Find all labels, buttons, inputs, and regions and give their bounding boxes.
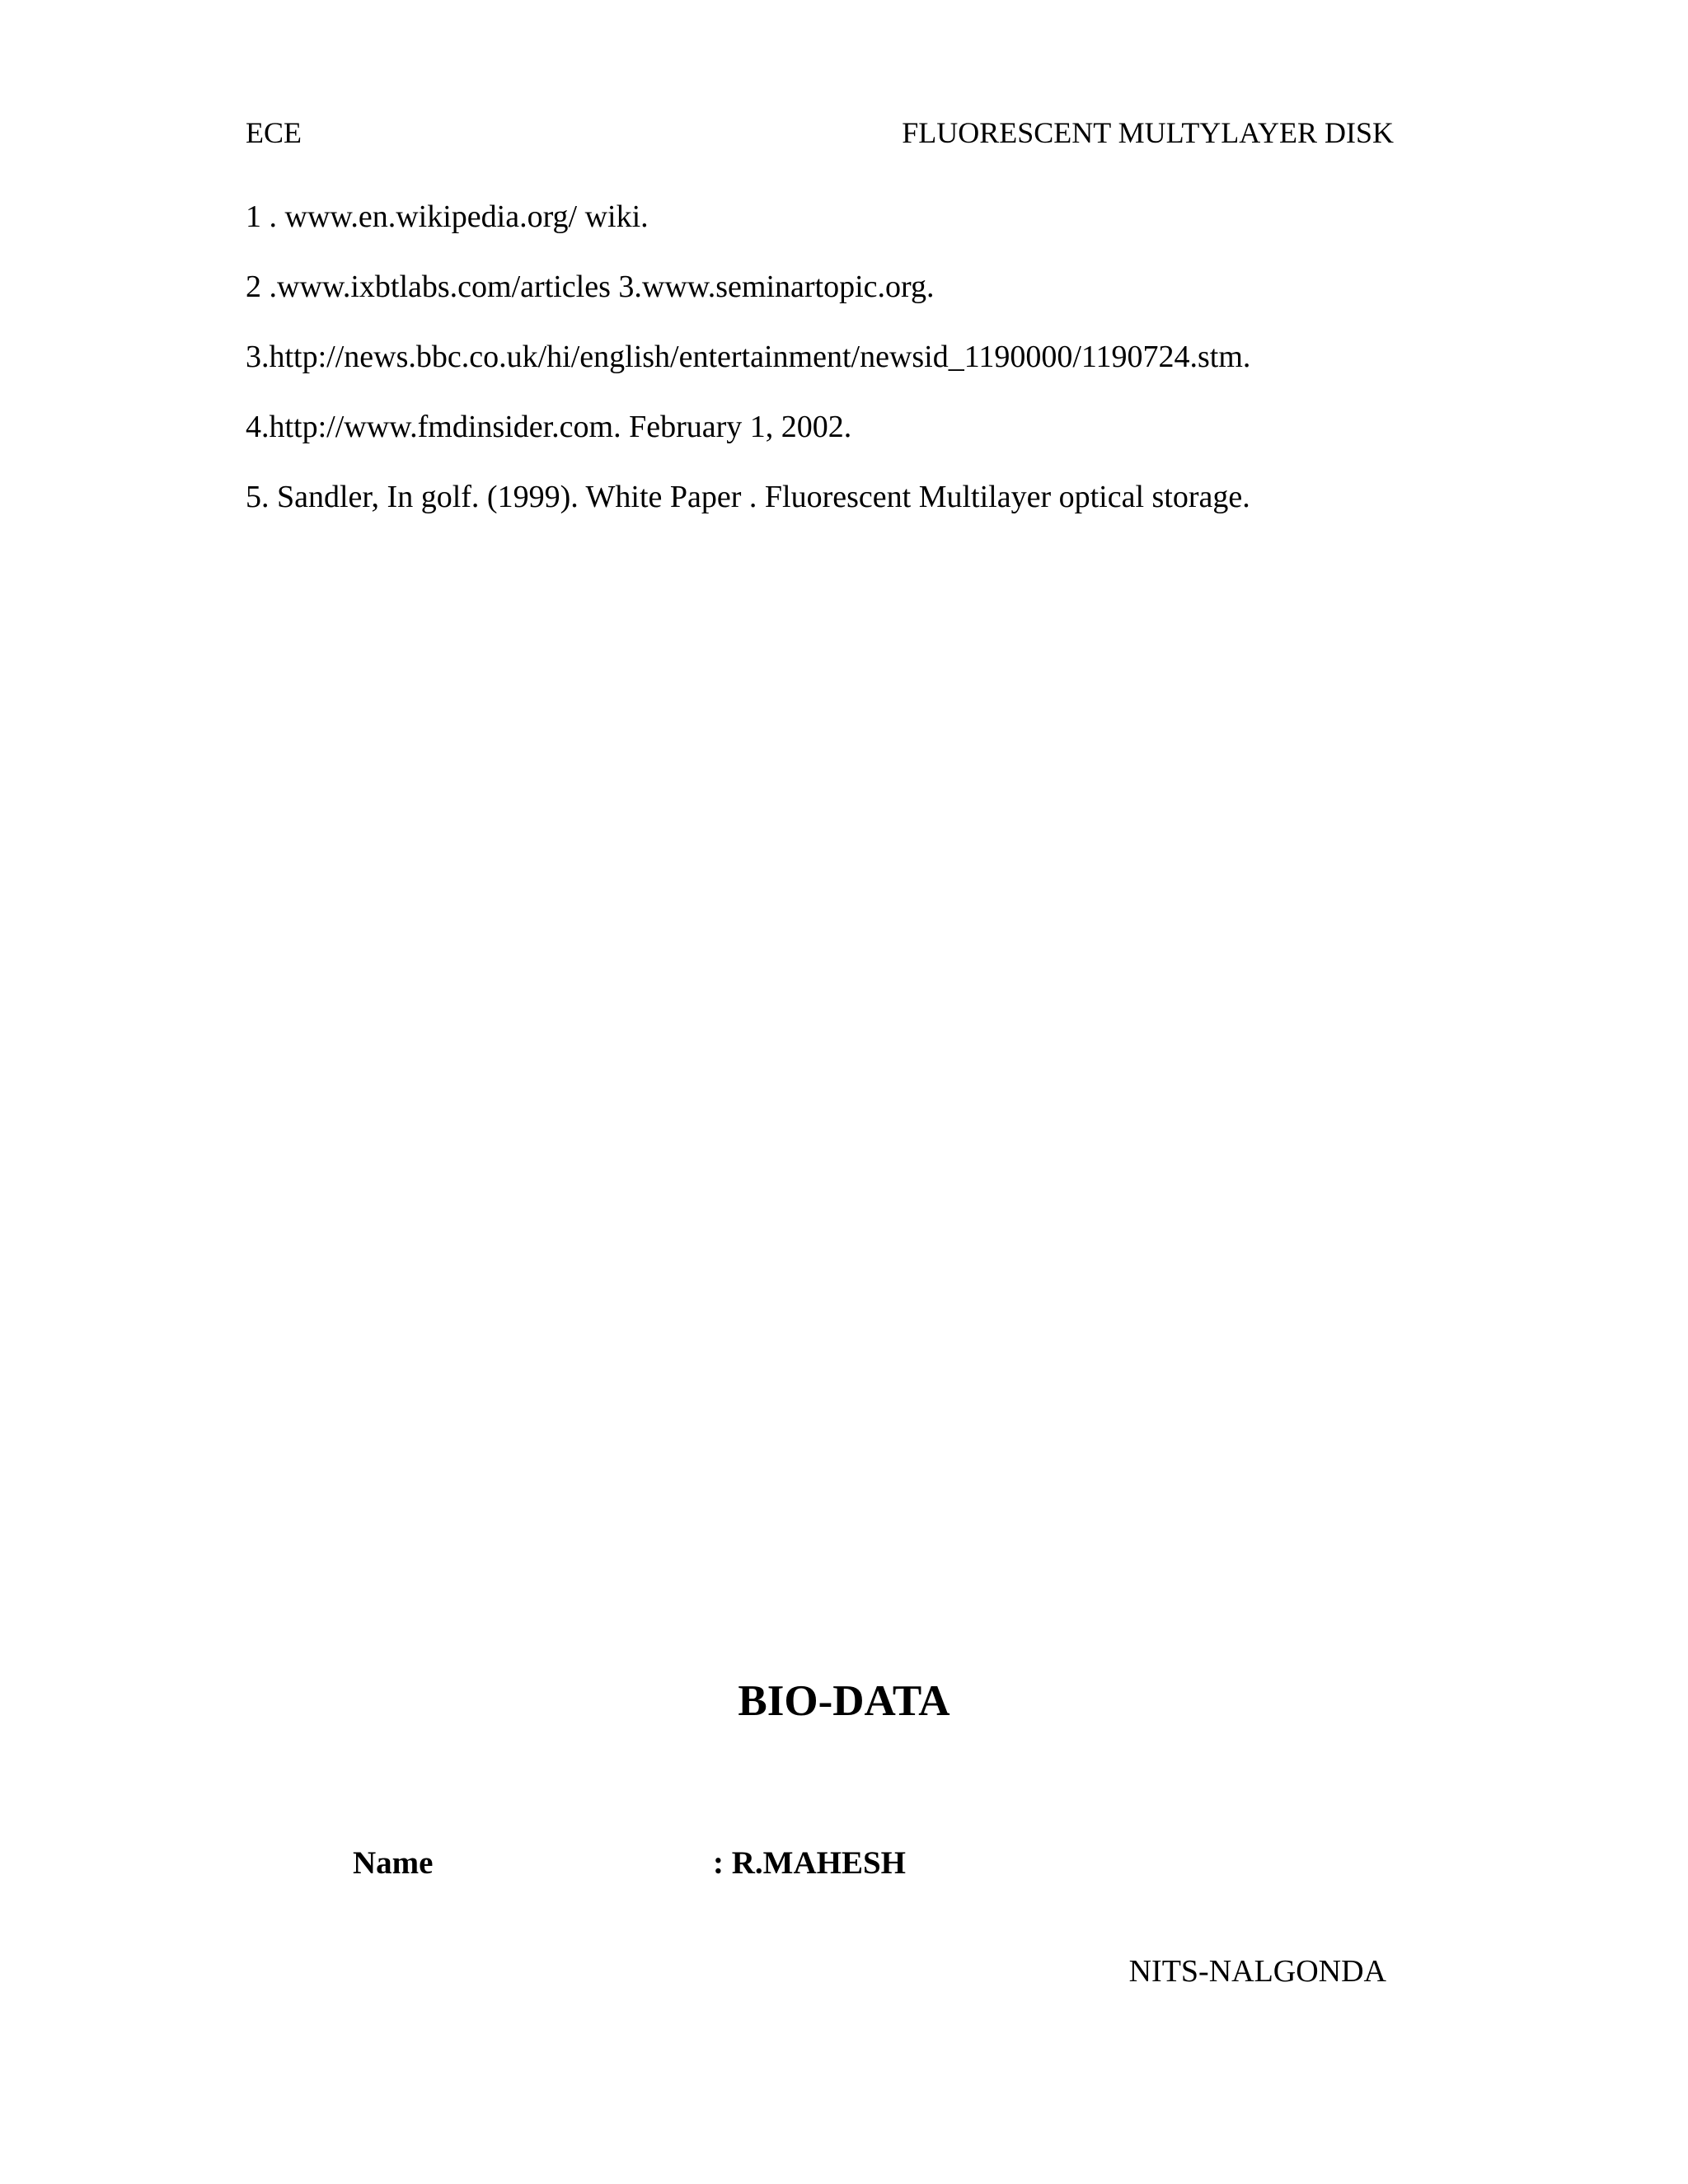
header-department: ECE [246, 116, 302, 149]
bio-data-heading: BIO-DATA [738, 1677, 950, 1725]
reference-item: 3.http://news.bbc.co.uk/hi/english/entertainment/newsid_1190000/1190724.stm. [246, 340, 1251, 374]
name-value: : R.MAHESH [713, 1845, 906, 1881]
header-title: FLUORESCENT MULTYLAYER DISK [902, 116, 1394, 149]
reference-item: 5. Sandler, In golf. (1999). White Paper . Fluorescent Multilayer optical storage. [246, 480, 1250, 514]
name-label: Name [353, 1845, 434, 1881]
reference-item: 1 . www.en.wikipedia.org/ wiki. [246, 199, 649, 234]
reference-item: 2 .www.ixbtlabs.com/articles 3.www.seminartopic.org. [246, 269, 935, 304]
references-list [246, 198, 1449, 548]
reference-item: 4.http://www.fmdinsider.com. February 1, 2002. [246, 410, 852, 444]
footer-institution: NITS-NALGONDA [1128, 1954, 1386, 1989]
